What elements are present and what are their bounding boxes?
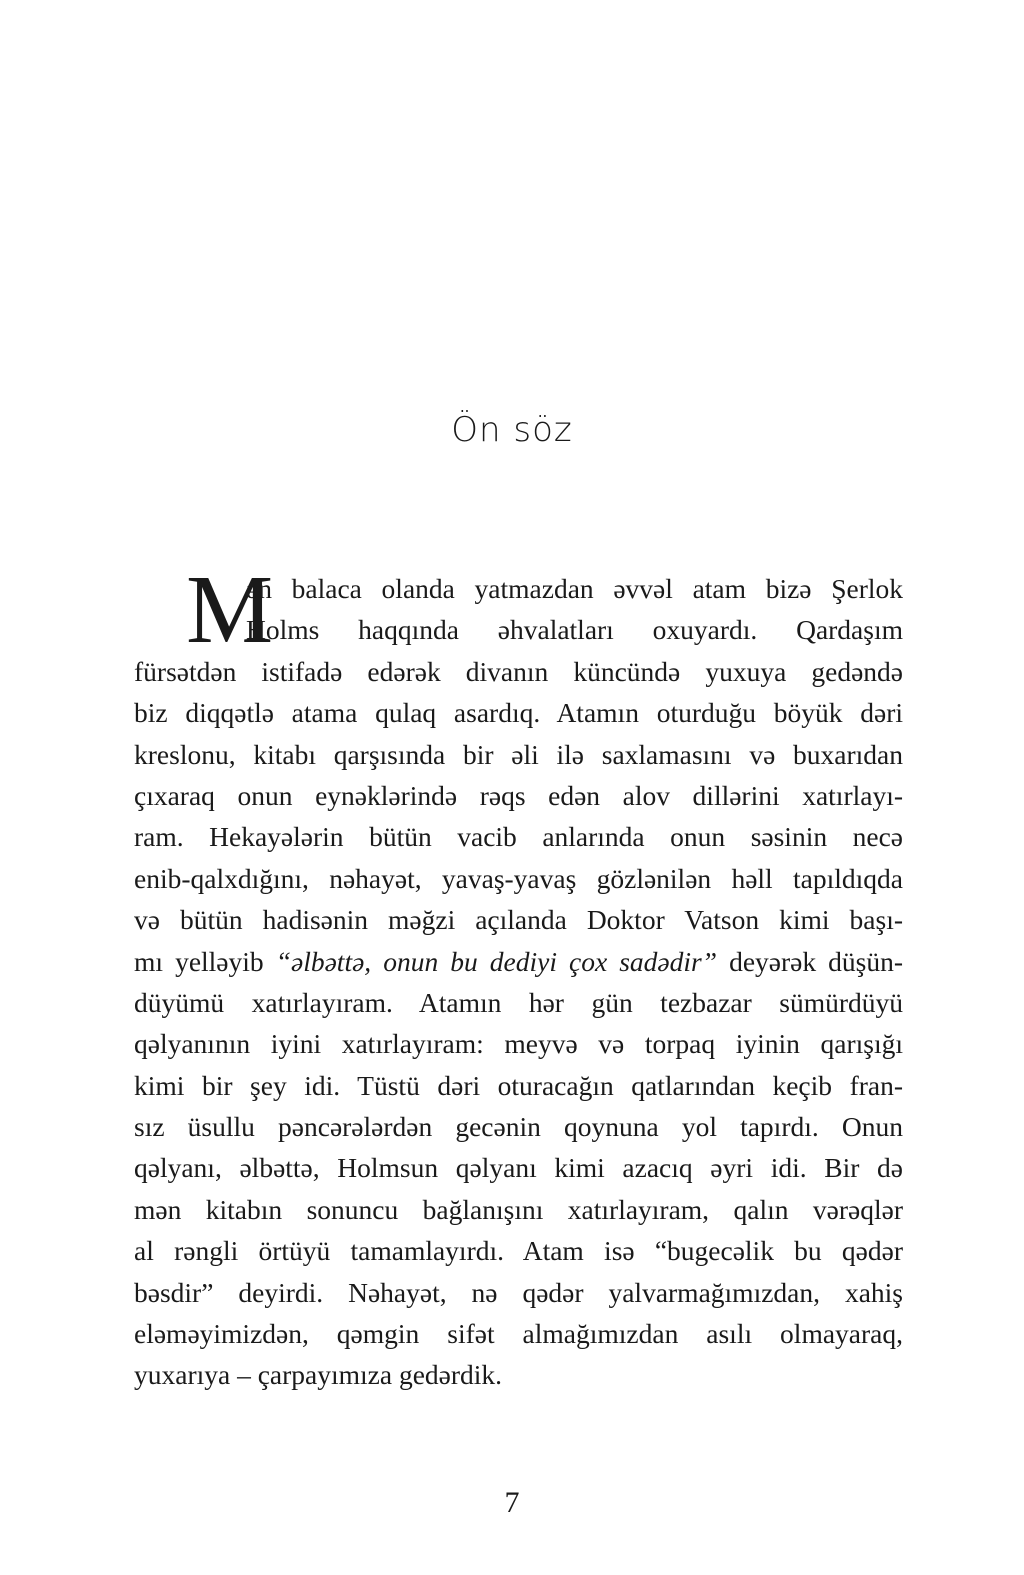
- text-line: eləməyimizdən, qəmgin sifət almağımızdan asılı olmayaraq,: [134, 1318, 903, 1350]
- text-segment: mı yelləyib: [134, 945, 276, 977]
- text-line: al rəngli örtüyü tamamlayırdı. Atam isə “bugecəlik bu qədər: [134, 1235, 903, 1267]
- text-line: sız üsullu pəncərələrdən gecənin qoynuna yol tapırdı. Onun: [134, 1111, 903, 1143]
- text-line: enib-qalxdığını, nəhayət, yavaş-yavaş gözlənilən həll tapıldıqda: [134, 862, 903, 894]
- text-line: ram. Hekayələrin bütün vacib anlarında onun səsinin necə: [134, 821, 903, 853]
- italic-quote: “əlbəttə, onun bu dediyi çox sadədir”: [275, 945, 718, 977]
- drop-cap: M: [186, 556, 274, 664]
- chapter-title: Ön söz: [451, 410, 573, 450]
- text-line-with-quote: [134, 941, 903, 982]
- text-line: fürsətdən istifadə edərək divanın küncündə yuxuya gedəndə: [134, 655, 903, 687]
- body-paragraph: [134, 556, 903, 1396]
- page-number: 7: [504, 1486, 520, 1519]
- text-line: və bütün hadisənin məğzi açılanda Doktor Vatson kimi başı-: [134, 904, 903, 936]
- text-line: biz diqqətlə atama qulaq asardıq. Atamın oturduğu böyük dəri: [134, 697, 903, 729]
- text-line: kreslonu, kitabı qarşısında bir əli ilə saxlamasını və buxarıdan: [134, 738, 903, 770]
- text-line: bəsdir” deyirdi. Nəhayət, nə qədər yalvarmağımızdan, xahiş: [134, 1276, 903, 1308]
- text-line: Holms haqqında əhvalatları oxuyardı. Qardaşım: [246, 614, 903, 646]
- text-line: qəlyanının iyini xatırlayıram: meyvə və torpaq iyinin qarışığı: [134, 1028, 903, 1060]
- text-line: düyümü xatırlayıram. Atamın hər gün tezbazar sümürdüyü: [134, 986, 903, 1018]
- text-line: ən balaca olanda yatmazdan əvvəl atam bizə Şerlok: [246, 573, 903, 604]
- text-line-last: yuxarıya – çarpayımıza gedərdik.: [134, 1359, 503, 1391]
- text-segment: deyərək düşün-: [717, 945, 903, 977]
- text-line: çıxaraq onun eynəklərində rəqs edən alov dillərini xatırlayı-: [134, 779, 903, 811]
- text-line: kimi bir şey idi. Tüstü dəri oturacağın qatlarından keçib fran-: [134, 1069, 903, 1101]
- text-line: qəlyanı, əlbəttə, Holmsun qəlyanı kimi azacıq əyri idi. Bir də: [134, 1152, 903, 1184]
- text-line: mən kitabın sonuncu bağlanışını xatırlayıram, qalın vərəqlər: [134, 1193, 903, 1225]
